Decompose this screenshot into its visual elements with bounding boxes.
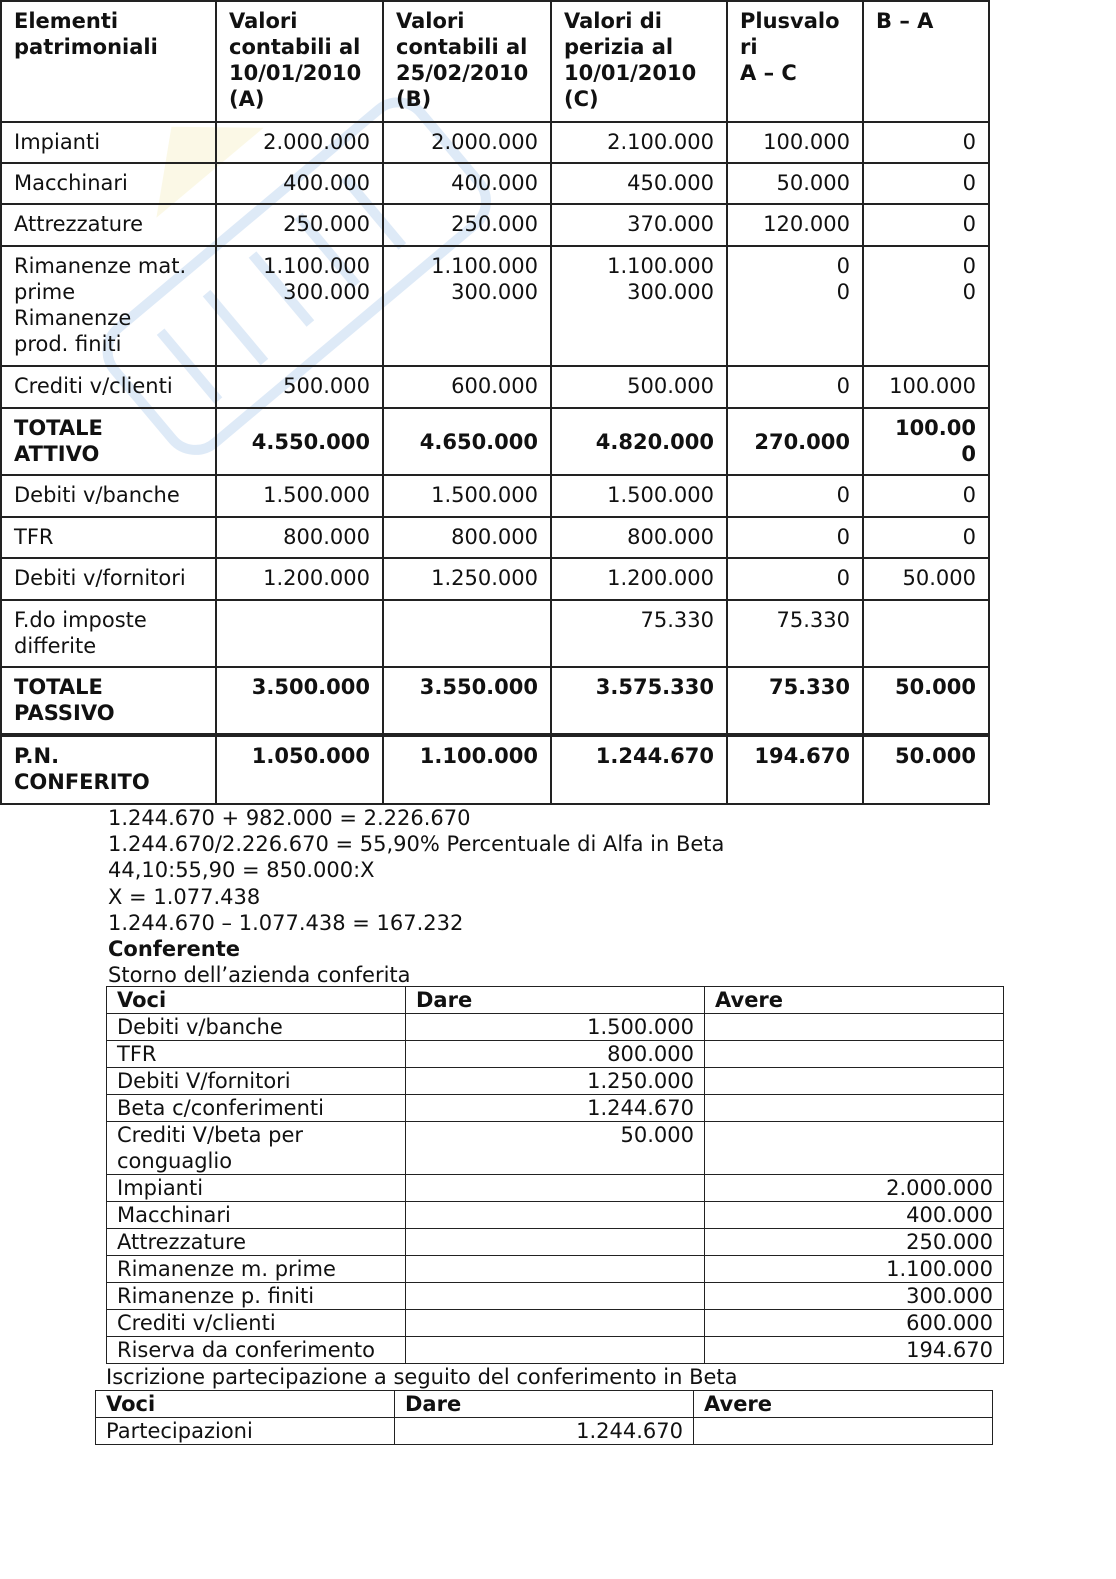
row-label: Crediti v/clienti <box>1 366 216 408</box>
row-label: Debiti v/fornitori <box>1 558 216 600</box>
note-line: 1.244.670/2.226.670 = 55,90% Percentuale di Alfa in Beta <box>108 832 725 857</box>
row-label: TOTALE ATTIVO <box>1 408 216 475</box>
voce: Attrezzature <box>107 1229 406 1256</box>
dare <box>406 1283 705 1310</box>
voce: Rimanenze p. finiti <box>107 1283 406 1310</box>
avere: 194.670 <box>705 1337 1004 1364</box>
value-a: 1.500.000 <box>216 475 383 517</box>
value-b-a: 50.000 <box>863 667 989 735</box>
value-c: 3.575.330 <box>551 667 727 735</box>
value-b: 2.000.000 <box>383 122 551 163</box>
calculation-notes <box>108 805 724 988</box>
avere: 400.000 <box>705 1202 1004 1229</box>
header-valori-b: Valori contabili al 25/02/2010 (B) <box>383 1 551 122</box>
avere: 2.000.000 <box>705 1175 1004 1202</box>
value-c: 1.500.000 <box>551 475 727 517</box>
dare <box>406 1202 705 1229</box>
voce: Beta c/conferimenti <box>107 1095 406 1122</box>
row-label: Attrezzature <box>1 204 216 246</box>
value-plusvalori: 120.000 <box>727 204 863 246</box>
value-a: 2.000.000 <box>216 122 383 163</box>
conferente-heading: Conferente <box>108 937 240 962</box>
value-b: 1.250.000 <box>383 558 551 600</box>
value-a: 500.000 <box>216 366 383 408</box>
voce: Macchinari <box>107 1202 406 1229</box>
value-b-a: 0 <box>863 204 989 246</box>
value-b: 1.100.000 <box>383 735 551 804</box>
value-b: 1.100.000 300.000 <box>383 246 551 366</box>
avere <box>705 1068 1004 1095</box>
row-label: Debiti v/banche <box>1 475 216 517</box>
header-avere: Avere <box>694 1391 993 1418</box>
journal-row <box>107 1337 1004 1364</box>
header-elementi: Elementi patrimoniali <box>1 1 216 122</box>
value-a: 800.000 <box>216 517 383 558</box>
value-c: 500.000 <box>551 366 727 408</box>
dare <box>406 1256 705 1283</box>
value-b: 3.550.000 <box>383 667 551 735</box>
voce: Rimanenze m. prime <box>107 1256 406 1283</box>
value-a: 1.200.000 <box>216 558 383 600</box>
voce: Crediti v/clienti <box>107 1310 406 1337</box>
value-b <box>383 600 551 667</box>
value-b: 800.000 <box>383 517 551 558</box>
value-c: 1.200.000 <box>551 558 727 600</box>
value-plusvalori: 0 <box>727 475 863 517</box>
value-a: 3.500.000 <box>216 667 383 735</box>
value-b: 4.650.000 <box>383 408 551 475</box>
header-valori-a: Valori contabili al 10/01/2010 (A) <box>216 1 383 122</box>
value-b-a: 50.000 <box>863 558 989 600</box>
avere: 600.000 <box>705 1310 1004 1337</box>
note-line: 1.244.670 + 982.000 = 2.226.670 <box>108 806 471 830</box>
journal-header-row <box>96 1391 993 1418</box>
avere <box>705 1014 1004 1041</box>
journal-row <box>107 1256 1004 1283</box>
table-row <box>1 366 989 408</box>
table-row <box>1 600 989 667</box>
note-line: 44,10:55,90 = 850.000:X <box>108 858 375 883</box>
journal-row <box>107 1014 1004 1041</box>
value-plusvalori: 0 <box>727 366 863 408</box>
value-b-a: 0 <box>863 517 989 558</box>
dare: 1.500.000 <box>406 1014 705 1041</box>
storno-caption: Storno dell’azienda conferita <box>108 963 411 988</box>
dare: 1.244.670 <box>395 1418 694 1445</box>
header-valori-c: Valori di perizia al 10/01/2010 (C) <box>551 1 727 122</box>
value-a: 250.000 <box>216 204 383 246</box>
table-row <box>1 204 989 246</box>
voce: Partecipazioni <box>96 1418 395 1445</box>
value-b: 600.000 <box>383 366 551 408</box>
value-plusvalori: 75.330 <box>727 667 863 735</box>
note-line: X = 1.077.438 <box>108 884 261 909</box>
header-voci: Voci <box>96 1391 395 1418</box>
iscrizione-caption: Iscrizione partecipazione a seguito del conferimento in Beta <box>106 1365 738 1389</box>
journal-row <box>107 1095 1004 1122</box>
value-a: 1.050.000 <box>216 735 383 804</box>
journal-row <box>107 1202 1004 1229</box>
value-a: 1.100.000 300.000 <box>216 246 383 366</box>
partecipazione-journal-table <box>95 1390 993 1445</box>
value-b-a: 0 <box>863 122 989 163</box>
dare: 50.000 <box>406 1122 705 1175</box>
value-c: 75.330 <box>551 600 727 667</box>
header-avere: Avere <box>705 987 1004 1014</box>
value-c: 800.000 <box>551 517 727 558</box>
dare <box>406 1310 705 1337</box>
value-b: 1.500.000 <box>383 475 551 517</box>
value-a: 400.000 <box>216 163 383 204</box>
dare: 1.250.000 <box>406 1068 705 1095</box>
row-label: Impianti <box>1 122 216 163</box>
value-plusvalori: 270.000 <box>727 408 863 475</box>
value-c: 2.100.000 <box>551 122 727 163</box>
header-voci: Voci <box>107 987 406 1014</box>
value-c: 4.820.000 <box>551 408 727 475</box>
voce: Debiti v/banche <box>107 1014 406 1041</box>
journal-row <box>107 1175 1004 1202</box>
header-plusvalori: Plusvalo ri A – C <box>727 1 863 122</box>
value-plusvalori: 75.330 <box>727 600 863 667</box>
storno-journal-table <box>106 986 1004 1364</box>
dare <box>406 1337 705 1364</box>
voce: Impianti <box>107 1175 406 1202</box>
journal-row <box>107 1122 1004 1175</box>
patrimonial-elements-table <box>0 0 990 805</box>
value-b-a: 0 0 <box>863 246 989 366</box>
table-header-row <box>1 1 989 122</box>
value-a: 4.550.000 <box>216 408 383 475</box>
table-row <box>1 517 989 558</box>
avere: 1.100.000 <box>705 1256 1004 1283</box>
voce: Debiti V/fornitori <box>107 1068 406 1095</box>
row-label: Macchinari <box>1 163 216 204</box>
dare: 800.000 <box>406 1041 705 1068</box>
dare: 1.244.670 <box>406 1095 705 1122</box>
row-label: P.N. CONFERITO <box>1 735 216 804</box>
totale-attivo-row <box>1 408 989 475</box>
voce: TFR <box>107 1041 406 1068</box>
dare <box>406 1175 705 1202</box>
note-line: 1.244.670 – 1.077.438 = 167.232 <box>108 910 464 935</box>
header-b-a: B – A <box>863 1 989 122</box>
voce: Crediti V/beta per conguaglio <box>107 1122 406 1175</box>
value-plusvalori: 0 <box>727 558 863 600</box>
journal-row <box>96 1418 993 1445</box>
voce: Riserva da conferimento <box>107 1337 406 1364</box>
row-label: TFR <box>1 517 216 558</box>
value-plusvalori: 0 <box>727 517 863 558</box>
value-b-a: 0 <box>863 163 989 204</box>
avere: 300.000 <box>705 1283 1004 1310</box>
avere <box>705 1041 1004 1068</box>
value-b-a: 0 <box>863 475 989 517</box>
value-b-a: 100.000 <box>863 366 989 408</box>
table-row <box>1 558 989 600</box>
dare <box>406 1229 705 1256</box>
table-row <box>1 163 989 204</box>
header-dare: Dare <box>395 1391 694 1418</box>
journal-row <box>107 1283 1004 1310</box>
avere <box>694 1418 993 1445</box>
journal-row <box>107 1310 1004 1337</box>
journal-header-row <box>107 987 1004 1014</box>
value-plusvalori: 100.000 <box>727 122 863 163</box>
row-label: F.do imposte differite <box>1 600 216 667</box>
value-c: 1.244.670 <box>551 735 727 804</box>
avere <box>705 1122 1004 1175</box>
value-c: 450.000 <box>551 163 727 204</box>
avere: 250.000 <box>705 1229 1004 1256</box>
value-b-a: 100.00 0 <box>863 408 989 475</box>
table-row <box>1 246 989 366</box>
value-plusvalori: 0 0 <box>727 246 863 366</box>
value-c: 1.100.000 300.000 <box>551 246 727 366</box>
journal-row <box>107 1229 1004 1256</box>
pn-conferito-row <box>1 735 989 804</box>
row-label: TOTALE PASSIVO <box>1 667 216 735</box>
table-row <box>1 122 989 163</box>
value-b: 400.000 <box>383 163 551 204</box>
value-c: 370.000 <box>551 204 727 246</box>
totale-passivo-row <box>1 667 989 735</box>
row-label: Rimanenze mat. prime Rimanenze prod. finiti <box>1 246 216 366</box>
journal-row <box>107 1041 1004 1068</box>
value-b-a <box>863 600 989 667</box>
header-dare: Dare <box>406 987 705 1014</box>
value-plusvalori: 194.670 <box>727 735 863 804</box>
value-b-a: 50.000 <box>863 735 989 804</box>
avere <box>705 1095 1004 1122</box>
table-row <box>1 475 989 517</box>
journal-row <box>107 1068 1004 1095</box>
value-a <box>216 600 383 667</box>
value-plusvalori: 50.000 <box>727 163 863 204</box>
value-b: 250.000 <box>383 204 551 246</box>
